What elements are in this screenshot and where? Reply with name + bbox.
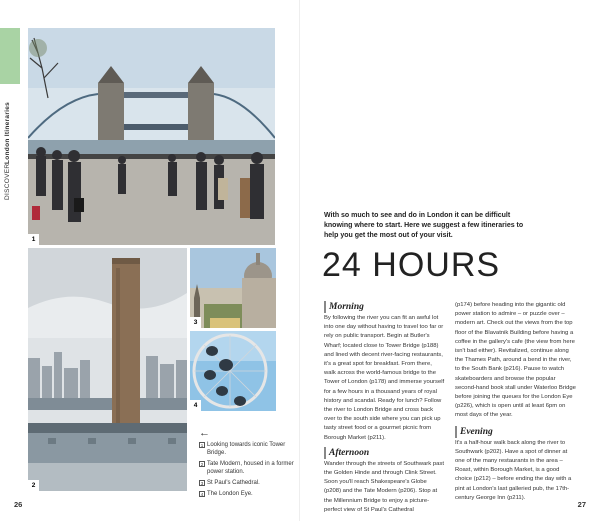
caption-number: 4 (200, 492, 204, 497)
caption-item (199, 479, 297, 487)
photo-number: 2 (28, 480, 39, 491)
caption-text: Looking towards iconic Tower Bridge. (207, 442, 286, 456)
photo-number: 3 (190, 317, 201, 328)
caption-number: 1 (200, 443, 204, 448)
caption-text: St Paul's Cathedral. (207, 480, 260, 486)
caption-item (199, 441, 297, 457)
caption-item (199, 490, 297, 498)
right-page (300, 0, 600, 521)
caption-text: The London Eye. (207, 491, 253, 497)
morning-text: By following the river you can fit an awful lot into one day without having to travel too far or rely on public transport. Begin at Butler's Wharf; located close to Tower Bridge (p188) and lined with decent river-facing restaurants, it's a great spot for breakfast. From there, walk across the world-famous bridge to the Tower of London (p178) and immerse yourself for a few hours in a thousand years of royal history and scandal. Ready for lunch? Follow the river to London Bridge and cross back over to the south side where you can pick up tasty street food or a gourmet picnic from Borough Market (p211). (324, 315, 445, 441)
caption-item (199, 460, 297, 476)
afternoon-text-continued: (p174) before heading into the gigantic old power station to admire – or puzzle over – modern art. Check out the views from the top floor of the Blavatnik Building before having a coffee in the gallery's cafe (the view from here isn't bad either). Revitalized, continue along the Thames Path, around a bend in the river, to the South Bank (p216). Pause to watch skateboarders and browse the popular second-hand book stall under Waterloo Bridge before joining the queues for the London Eye (p226), which is open until at least 6pm on most days of the year. (455, 302, 576, 419)
page-number-left: 26 (14, 500, 23, 509)
photo-number: 1 (28, 234, 39, 245)
section-color-tab (0, 28, 20, 84)
intro-text: With so much to see and do in London it can be difficult knowing where to start. Here we suggest a few itineraries to help you get the most out of your visit. (324, 212, 524, 239)
photo-tower-bridge (28, 28, 275, 245)
evening-text: It's a half-hour walk back along the river to Southwark (p202). Have a spot of dinner at one of the many restaurants in the area – Roast, within Borough Market, is a good choice (p212) – before ending the day with a pint at London's last galleried pub, the 17th-century George Inn (p211). (455, 439, 572, 501)
page-title: 24 HOURS (322, 246, 501, 284)
running-head-title: London Itineraries (4, 101, 11, 164)
caption-number: 2 (200, 462, 204, 467)
caption-arrow-icon: ← (199, 427, 210, 439)
photo-captions (199, 428, 297, 501)
photo-london-eye (190, 331, 276, 411)
running-head (4, 90, 16, 200)
caption-text: Tate Modern, housed in a former power station. (207, 461, 294, 475)
text-column-2 (455, 301, 576, 503)
caption-number: 3 (200, 481, 204, 486)
evening-heading: Evening (455, 426, 576, 438)
photo-tate-modern (28, 248, 187, 491)
afternoon-heading: Afternoon (324, 447, 445, 459)
photo-number: 4 (190, 400, 201, 411)
text-column-1 (324, 301, 445, 515)
afternoon-text: Wander through the streets of Southwark past the Golden Hinde and through Clink Street. Soon you'll reach Shakespeare's Globe (p208) and the Tate Modern (p206). Stop at the Millennium Bridge to enjoy a picture-perfect view of St Paul's Cathedral (324, 460, 444, 513)
photo-st-pauls (190, 248, 276, 328)
page-number-right: 27 (577, 500, 586, 509)
morning-heading: Morning (324, 301, 445, 313)
running-head-section: DISCOVER (4, 163, 11, 200)
